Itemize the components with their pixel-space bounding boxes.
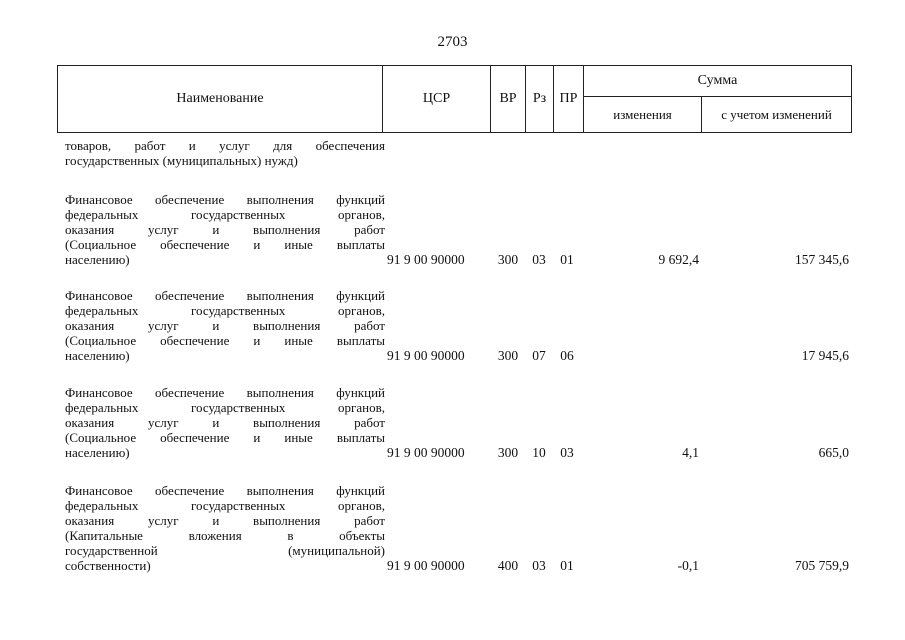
name-line: оказания услуг и выполнения работ	[65, 513, 385, 528]
continuation-row	[57, 134, 851, 168]
name-line: товаров, работ и услуг для обеспечения	[65, 138, 385, 153]
name-line: государственной (муниципальной)	[65, 543, 385, 558]
name-line: федеральных государственных органов,	[65, 207, 385, 222]
row-total: 157 345,6	[795, 252, 849, 267]
table-row	[57, 179, 851, 267]
row-change: 9 692,4	[658, 252, 699, 267]
row-rz: 03	[532, 558, 546, 573]
row-pr: 03	[560, 445, 574, 460]
header-name: Наименование	[58, 66, 383, 133]
name-line: федеральных государственных органов,	[65, 400, 385, 415]
row-pr: 01	[560, 252, 574, 267]
name-line: (Социальное обеспечение и иные выплаты	[65, 237, 385, 252]
name-line: Финансовое обеспечение выполнения функций	[65, 192, 385, 207]
row-rz: 10	[532, 445, 546, 460]
row-csr: 91 9 00 90000	[387, 252, 465, 267]
table-header	[57, 65, 852, 133]
continuation-name	[65, 138, 385, 168]
row-csr: 91 9 00 90000	[387, 445, 465, 460]
name-line: населению)	[65, 252, 130, 267]
row-change: 4,1	[682, 445, 699, 460]
header-sum: Сумма	[584, 66, 852, 97]
row-change: -0,1	[677, 558, 699, 573]
row-name	[65, 385, 385, 460]
name-line: (Социальное обеспечение и иные выплаты	[65, 333, 385, 348]
row-csr: 91 9 00 90000	[387, 558, 465, 573]
row-name	[65, 483, 385, 573]
row-rz: 07	[532, 348, 546, 363]
table-row	[57, 372, 851, 460]
page-number: 2703	[437, 34, 468, 50]
row-name	[65, 192, 385, 267]
row-vr: 400	[497, 558, 519, 573]
name-line: оказания услуг и выполнения работ	[65, 318, 385, 333]
name-line: федеральных государственных органов,	[65, 303, 385, 318]
row-vr: 300	[497, 445, 519, 460]
header-vr: ВР	[491, 66, 526, 133]
row-total: 665,0	[818, 445, 849, 460]
row-rz: 03	[532, 252, 546, 267]
name-line: государственных (муниципальных) нужд)	[65, 153, 298, 168]
row-csr: 91 9 00 90000	[387, 348, 465, 363]
row-pr: 01	[560, 558, 574, 573]
name-line: оказания услуг и выполнения работ	[65, 415, 385, 430]
row-vr: 300	[497, 348, 519, 363]
name-line: населению)	[65, 445, 130, 460]
name-line: (Социальное обеспечение и иные выплаты	[65, 430, 385, 445]
name-line: собственности)	[65, 558, 151, 573]
name-line: населению)	[65, 348, 130, 363]
header-sum-change: изменения	[584, 97, 702, 133]
header-sum-total: с учетом изменений	[702, 97, 852, 133]
header-csr: ЦСР	[383, 66, 491, 133]
header-pr: ПР	[554, 66, 584, 133]
name-line: федеральных государственных органов,	[65, 498, 385, 513]
name-line: оказания услуг и выполнения работ	[65, 222, 385, 237]
table-row	[57, 469, 851, 573]
name-line: Финансовое обеспечение выполнения функций	[65, 288, 385, 303]
row-name	[65, 288, 385, 363]
name-line: Финансовое обеспечение выполнения функций	[65, 483, 385, 498]
row-total: 705 759,9	[795, 558, 849, 573]
row-vr: 300	[497, 252, 519, 267]
table-row	[57, 275, 851, 363]
name-line: (Капитальные вложения в объекты	[65, 528, 385, 543]
header-rz: Рз	[526, 66, 554, 133]
row-total: 17 945,6	[801, 348, 849, 363]
name-line: Финансовое обеспечение выполнения функций	[65, 385, 385, 400]
row-pr: 06	[560, 348, 574, 363]
